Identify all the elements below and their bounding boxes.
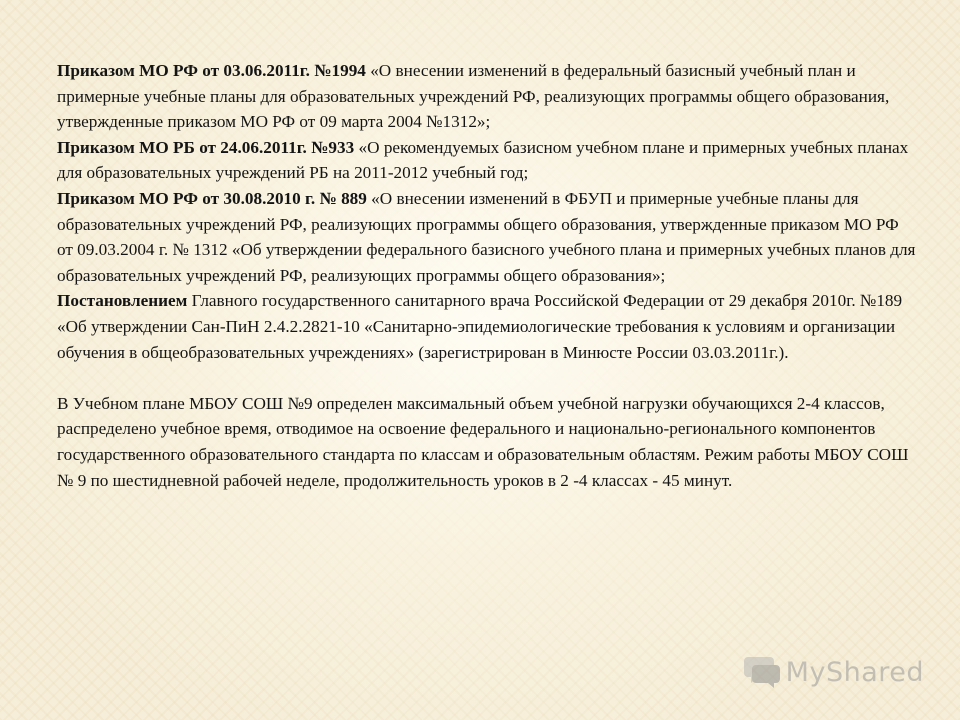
order-title: Приказом МО РБ от 24.06.2011г. №933 <box>57 137 355 157</box>
paragraph-resolution-189 <box>57 288 917 365</box>
watermark-label: MyShared <box>785 656 924 688</box>
myshared-watermark <box>742 654 924 690</box>
paragraph-summary: В Учебном плане МБОУ СОШ №9 определен максимальный объем учебной нагрузки обучающихся 2-4 классов, распределено учебное время, отводимое на освоение федерального и национально-регионального компонентов государственного образовательного стандарта по классам и образовательным областям. Режим работы МБОУ СОШ № 9 по шестидневной рабочей неделе, продолжительность уроков в 2 -4 классах - 45 минут. <box>57 393 909 490</box>
paragraph-order-889 <box>57 186 917 288</box>
slide-text <box>57 58 917 493</box>
order-title: Постановлением <box>57 291 188 311</box>
order-text: Главного государственного санитарного врача Российской Федерации от 29 декабря 2010г. №189 «Об утверждении Сан-ПиН 2.4.2.2821-10 «Санитарно-эпидемиологические требования к условиям и организации обучения в общеобразовательных учреждениях» (зарегистрирован в Минюсте России 03.03.2011г.). <box>57 291 903 362</box>
paragraph-order-933 <box>57 135 917 186</box>
order-text: «О внесении изменений в ФБУП и примерные учебные планы для образовательных учреждений РФ, реализующих программы общего образования, утвержденные приказом МО РФ от 09.03.2004 г. № 1312 «Об утверждении федерального базисного учебного плана и примерных учебных планов для образовательных учреждений РФ, реализующих программы общего образования»; <box>57 188 916 285</box>
order-title: Приказом МО РФ от 30.08.2010 г. № 889 <box>57 188 367 208</box>
order-text: «О рекомендуемых базисном учебном плане и примерных учебных планах для образовательных учреждений РБ на 2011-2012 учебный год; <box>57 137 909 183</box>
paragraph-order-1994 <box>57 58 917 135</box>
myshared-logo-icon <box>742 654 782 690</box>
order-text: «О внесении изменений в федеральный базисный учебный план и примерные учебные планы для образовательных учреждений РФ, реализующих программы общего образования, утвержденные приказом МО РФ от 09 марта 2004 №1312»; <box>57 61 890 132</box>
order-title: Приказом МО РФ от 03.06.2011г. №1994 <box>57 61 366 80</box>
